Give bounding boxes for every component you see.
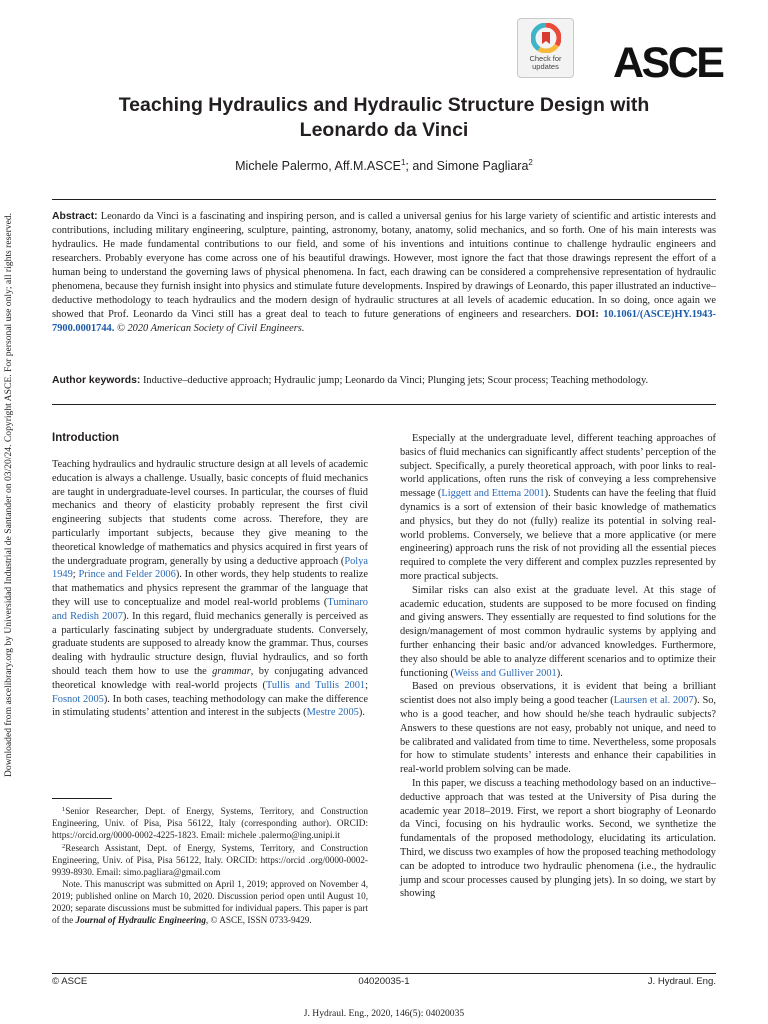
citation-link[interactable]: Polya 1949	[52, 555, 368, 581]
check-for-updates-badge[interactable]	[517, 18, 574, 78]
footnote-1: $^1$Senior Researcher, Dept. of Energy, Systems, Territory, and Construction Engineering, Univ. of Pisa, Pisa 56122, Italy (corresponding author). ORCID: https://orcid.org/0000-0002-4225-1823. Email: michele .palermo@ing.unipi.it	[52, 806, 368, 840]
abstract-label: Abstract:	[52, 211, 98, 222]
check-for-updates-icon	[531, 23, 561, 53]
keywords-text: Inductive–deductive approach; Hydraulic jump; Leonardo da Vinci; Plunging jets; Scour process; Teaching methodology.	[142, 375, 649, 386]
download-notice: Downloaded from ascelibrary.org by Universidad Industrial de Santander on 03/20/24. Copyright ASCE. For personal use only; all rights reserved.	[3, 212, 14, 778]
asce-logo-text: ASCE	[613, 39, 723, 87]
abstract-body: Leonardo da Vinci is a fascinating and inspiring person, and is called a universal genius for his large variety of scientific and artistic interests and contributions, including military engineering, sculpture, painting, astronomy, botany, anatomy, solid mechanics, and so forth. One of his main interests was hydraulics. He made fundamental contributions to our field, and some of his inventions and intuitions continue to challenge hydraulic engineers and researchers. Probably everyone has come across one of his beautiful drawings. However, most ignore the fact that those drawings represent the effort of a human being to understand the governing laws of physical phenomena. In fact, each drawing can be considered a comprehensive representation of hydraulic phenomena, because they furnish insight into physics and stimulate future developments. Inspired by drawings of Leonardo, this paper illustrated an inductive–deductive methodology to teach hydraulics and the modern design of hydraulic structures at all levels of academic education. In so doing, once again we showed that Prof. Leonardo da Vinci still has a great deal to teach to future generations of engineers and researchers.	[52, 211, 716, 320]
footnotes	[52, 804, 368, 926]
right-paragraph-4: In this paper, we discuss a teaching methodology based on an inductive–deductive approach that was tested at the University of Pisa during the academic year 2018–2019. First, we report a short biography of Leonardo da Vinci, focusing on his hydraulic works. Second, we synthetize the fundamentals of the proposed methodology, elucidating its articulation. Third, we discuss two examples of how the proposed teaching methodology can be adopted to introduce two hydraulic phenomena (i.e., the hydraulic jump and scour processes caused by plunging jets). In so doing, we start by showing	[400, 777, 716, 900]
doi-label: DOI:	[575, 309, 599, 320]
left-column	[52, 458, 368, 720]
right-paragraph-1: Especially at the undergraduate level, different teaching approaches of basics of fluid mechanics can significantly affect students’ perception of the subject. Specifically, a purely theoretical approach, with poor links to real-world applications, often runs the risk of conveying a less comprehensive message (Liggett and Ettema 2001). Students can have the feeling that fluid dynamics is a sort of extension of their basic knowledge of mathematics and physics, but they do not (fully) realize its potential in solving real-world problems. Conversely, we believe that a more applicative (or mere engineering) approach runs the risk of not providing all the essential pieces required to complete the very different and complex puzzles represented by more practical subjects.	[400, 433, 716, 582]
citation-link[interactable]: Tuminaro and Redish 2007	[52, 596, 368, 622]
abstract-copyright: © 2020 American Society of Civil Engineers.	[116, 323, 305, 334]
right-column	[400, 432, 716, 901]
author-2-affil: 2	[528, 158, 533, 167]
citation-link[interactable]: Mestre 2005	[306, 707, 359, 719]
citation-link[interactable]: Liggett and Ettema 2001	[441, 488, 545, 500]
check-for-updates-label: Check for updates	[529, 54, 562, 71]
author-keywords	[52, 374, 716, 388]
footer-rule	[52, 973, 716, 974]
emphasis-grammar: grammar	[212, 665, 251, 677]
citation-link[interactable]: Prince and Felder 2006	[78, 569, 176, 581]
author-joiner: ; and Simone Pagliara	[405, 159, 529, 173]
submission-note: Note. This manuscript was submitted on April 1, 2019; approved on November 4, 2019; published online on March 10, 2020. Discussion period open until August 10, 2020; separate discussions must be submitted for individual papers. This paper is part of the Journal of Hydraulic Engineering, © ASCE, ISSN 0733-9429.	[52, 879, 368, 925]
asce-logo	[613, 39, 723, 87]
author-1: Michele Palermo, Aff.M.ASCE	[235, 159, 401, 173]
citation-link[interactable]: Tullis and Tullis 2001	[265, 679, 366, 691]
author-line	[100, 158, 668, 173]
footer-article-number: 04020035-1	[358, 976, 410, 987]
footnote-2: $^2$Research Assistant, Dept. of Energy, Systems, Territory, and Construction Engineering, Univ. of Pisa, Pisa 56122, Italy. ORCID: https://orcid .org/0000-0002-9939-8930. Email: simo.pagliara@gmail.com	[52, 843, 368, 877]
intro-paragraph-1: Teaching hydraulics and hydraulic structure design at all levels of academic education is always a challenge. Usually, basic concepts of fluid mechanics are taught in undergraduate-level courses. In particular, the courses of fluid mechanics and theory of elasticity probably represent the first civil engineering subjects that students come across. Therefore, they are particularly important subjects, because they give meaning to the theoretical knowledge of mathematics and physics acquired in first years of the undergraduate program, generally by using a deductive approach (Polya 1949; Prince and Felder 2006). In other words, they help students to realize that mathematics and physics represent the grammar of the language that they will use to conceptualize and model real-world problems (Tuminaro and Redish 2007). In this regard, fluid mechanics generally is perceived as a particularly fascinating subject by undergraduate students. Conversely, graduate students are supposed to already know the grammar. Thus, courses dealing with hydraulic structure design, fluvial hydraulics, and so forth should teach them how to use the grammar, by conjugating advanced theoretical knowledge with real-world projects (Tullis and Tullis 2001; Fosnot 2005). In both cases, teaching methodology can make the difference in stimulating students’ attention and interest in the subjects (Mestre 2005).	[52, 459, 368, 719]
introduction-heading: Introduction	[52, 432, 120, 444]
citation-link[interactable]: Weiss and Gulliver 2001	[453, 667, 557, 679]
journal-name: Journal of Hydraulic Engineering	[75, 915, 206, 925]
footer-copyright: © ASCE	[52, 976, 88, 987]
doi-link[interactable]: 10.1061/(ASCE)HY.1943-7900.0001744.	[52, 309, 716, 334]
citation-link[interactable]: Fosnot 2005	[52, 693, 104, 705]
right-paragraph-2: Similar risks can also exist at the graduate level. At this stage of academic education, students are supposed to be more focused on finding and giving answers. They essentially are requested to find solutions for the design/management of most common hydraulic systems by applying and further enhancing their basic and/or advanced knowledges. Furthermore, they also should be able to analyze different scenarios and to optimize their functioning (Weiss and Gulliver 2001).	[400, 584, 716, 679]
header-rule	[52, 199, 716, 200]
abstract-rule	[52, 404, 716, 405]
citation-line: J. Hydraul. Eng., 2020, 146(5): 04020035	[303, 1008, 465, 1019]
citation-link[interactable]: Laursen et al. 2007	[613, 695, 694, 707]
right-paragraph-3: Based on previous observations, it is evident that being a brilliant scientist does not also imply being a good teacher (Laursen et al. 2007). So, who is a good teacher, and how should he/she teach hydraulic subjects? Answers to these questions are not easy, probably not unique, and need to be calibrated and validated from time to time. Nevertheless, some proposals for how to stimulate students’ interests and enhance their capabilities in real-world problem solving can be made.	[400, 681, 717, 776]
footnote-rule	[52, 798, 112, 799]
abstract	[52, 210, 716, 336]
author-1-affil: 1	[400, 158, 406, 167]
keywords-label: Author keywords:	[52, 375, 141, 386]
paper-title: Teaching Hydraulics and Hydraulic Structure Design with Leonardo da Vinci	[118, 94, 650, 141]
footer-journal: J. Hydraul. Eng.	[647, 976, 716, 987]
